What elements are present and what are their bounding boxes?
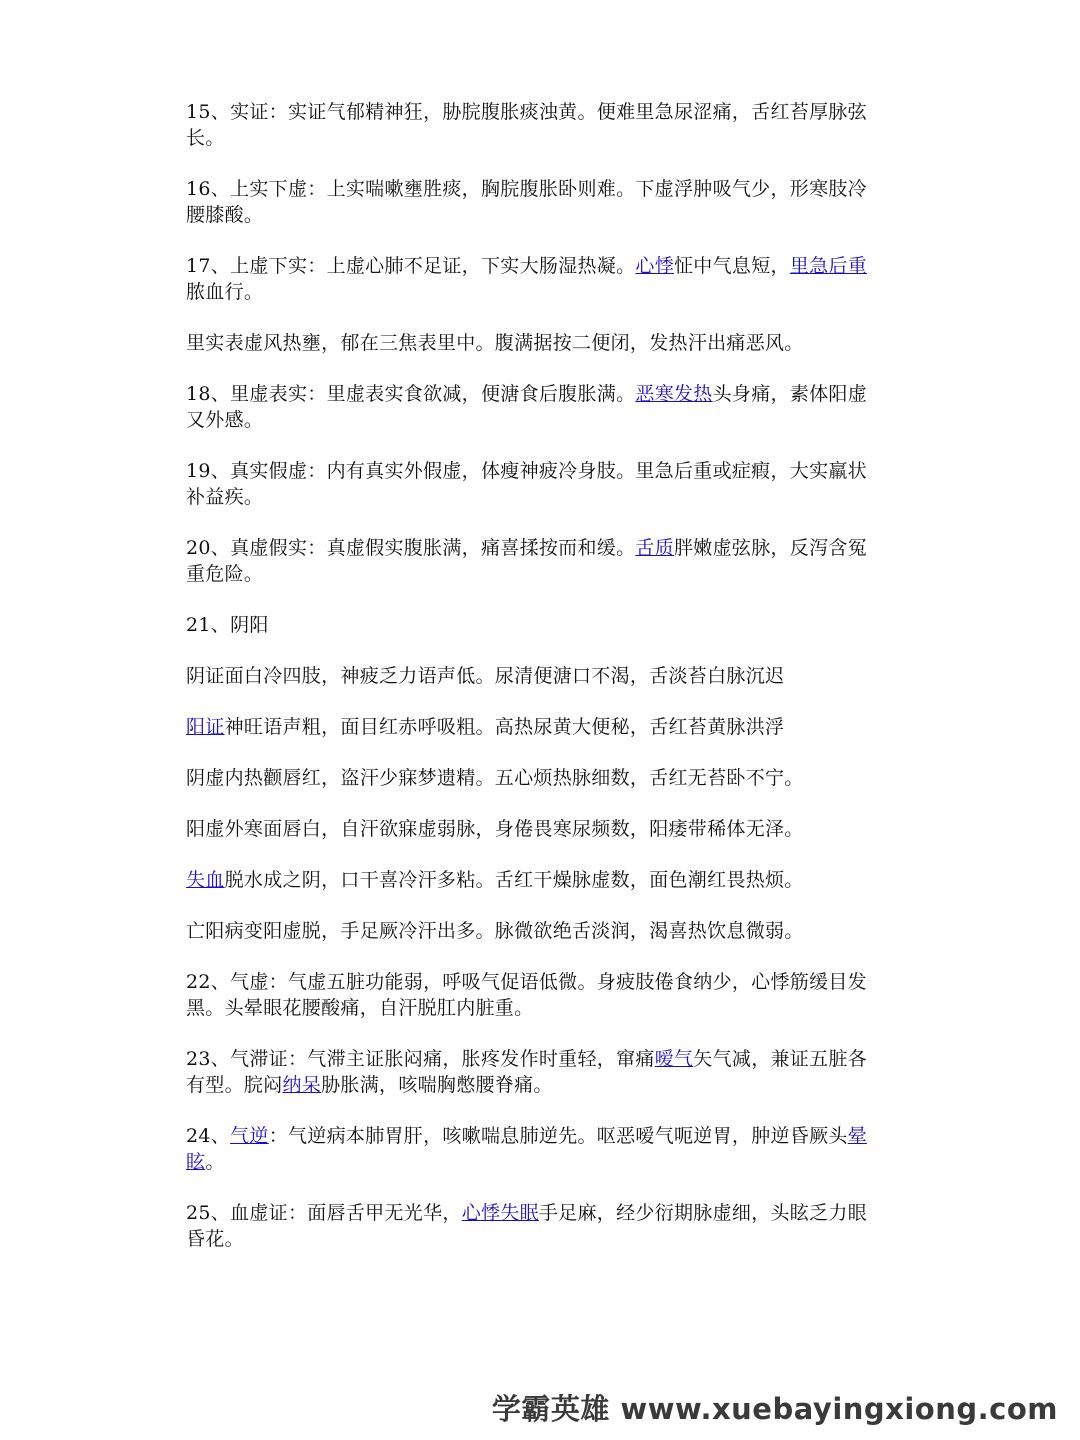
term-link[interactable]: 里急后重: [789, 255, 868, 277]
paragraph-text: 胁胀满，咳喘胸憋腰脊痛。: [321, 1074, 553, 1096]
term-link[interactable]: 气逆: [230, 1125, 269, 1147]
paragraph-text: 15、实证：实证气郁精神狂，胁脘腹胀痰浊黄。便难里急尿涩痛，舌红苔厚脉弦长。: [186, 101, 867, 149]
paragraph: [186, 663, 886, 689]
paragraph-text: 。: [205, 1151, 225, 1173]
paragraph-text: 头身痛，素体阳虚又外感。: [186, 383, 867, 431]
paragraph-text: 25、血虚证：面唇舌甲无光华，: [186, 1202, 462, 1224]
paragraph-text: 里实表虚风热壅，郁在三焦表里中。腹满据按二便闭，发热汗出痛恶风。: [186, 332, 804, 354]
term-link[interactable]: 纳呆: [282, 1074, 322, 1096]
paragraph-text: ：气逆病本肺胃肝，咳嗽喘息肺逆先。呕恶嗳气呃逆胃，肿逆昏厥头: [268, 1125, 848, 1147]
paragraph-text: 24、: [186, 1125, 231, 1147]
paragraph-text: 胖嫩虚弦脉，反泻含冤重危险。: [186, 537, 868, 585]
paragraph-text: 脓血行。: [186, 281, 264, 303]
paragraph: [186, 176, 886, 228]
paragraph-text: 亡阳病变阳虚脱，手足厥冷汗出多。脉微欲绝舌淡润，渴喜热饮息微弱。: [186, 920, 804, 942]
paragraph: [186, 612, 886, 638]
paragraph-text: 22、气虚：气虚五脏功能弱，呼吸气促语低微。身疲肢倦食纳少，心悸筋缓目发黑。头晕眼花腰酸痛，自汗脱肛内脏重。: [186, 971, 867, 1019]
paragraph: [186, 969, 886, 1021]
paragraph-text: 阴证面白冷四肢，神疲乏力语声低。尿清便溏口不渴，舌淡苔白脉沉迟: [186, 665, 785, 687]
document-body: [186, 99, 886, 1277]
paragraph: [186, 458, 886, 510]
paragraph: [186, 381, 886, 433]
paragraph: [186, 253, 886, 305]
paragraph-text: 阳虚外寒面唇白，自汗欲寐虚弱脉，身倦畏寒尿频数，阳痿带稀体无泽。: [186, 818, 804, 840]
paragraph: [186, 99, 886, 151]
paragraph: [186, 1123, 886, 1175]
paragraph-text: 17、上虚下实：上虚心肺不足证，下实大肠湿热凝。: [186, 255, 636, 277]
paragraph-text: 21、阴阳: [186, 614, 269, 636]
paragraph: [186, 1200, 886, 1252]
paragraph-text: 脱水成之阴，口干喜冷汗多粘。舌红干燥脉虚数，面色潮红畏热烦。: [224, 869, 804, 891]
paragraph-text: 怔中气息短，: [674, 255, 790, 277]
term-link[interactable]: 舌质: [635, 537, 674, 559]
term-link[interactable]: 晕眩: [186, 1125, 868, 1173]
site-watermark: 学霸英雄 www.xuebayingxiong.com: [491, 1392, 1058, 1426]
paragraph-text: 16、上实下虚：上实喘嗽壅胜痰，胸脘腹胀卧则难。下虚浮肿吸气少，形寒肢冷腰膝酸。: [186, 178, 867, 226]
term-link[interactable]: 恶寒发热: [635, 383, 713, 405]
paragraph: [186, 535, 886, 587]
paragraph: [186, 867, 886, 893]
paragraph: [186, 330, 886, 356]
term-link[interactable]: 心悸: [635, 255, 674, 277]
paragraph: [186, 816, 886, 842]
term-link[interactable]: 嗳气: [654, 1048, 694, 1070]
paragraph: [186, 714, 886, 740]
paragraph-text: 20、真虚假实：真虚假实腹胀满，痛喜揉按而和缓。: [186, 537, 636, 559]
paragraph-text: 23、气滞证：气滞主证胀闷痛，胀疼发作时重轻，窜痛: [186, 1048, 655, 1070]
paragraph: [186, 765, 886, 791]
paragraph-text: 神旺语声粗，面目红赤呼吸粗。高热尿黄大便秘，舌红苔黄脉洪浮: [224, 716, 785, 738]
paragraph-text: 手足麻，经少衍期脉虚细，头眩乏力眼昏花。: [186, 1202, 867, 1250]
paragraph-text: 19、真实假虚：内有真实外假虚，体瘦神疲冷身肢。里急后重或症瘕，大实羸状补益疾。: [186, 460, 867, 508]
term-link[interactable]: 阳证: [186, 716, 225, 738]
term-link[interactable]: 心悸失眠: [461, 1202, 539, 1224]
paragraph: [186, 918, 886, 944]
paragraph: [186, 1046, 886, 1098]
paragraph-text: 18、里虚表实：里虚表实食欲减，便溏食后腹胀满。: [186, 383, 636, 405]
paragraph-text: 矢气减，兼证五脏各有型。脘闷: [186, 1048, 867, 1096]
term-link[interactable]: 失血: [186, 869, 225, 891]
paragraph-text: 阴虚内热颧唇红，盗汗少寐梦遗精。五心烦热脉细数，舌红无苔卧不宁。: [186, 767, 804, 789]
